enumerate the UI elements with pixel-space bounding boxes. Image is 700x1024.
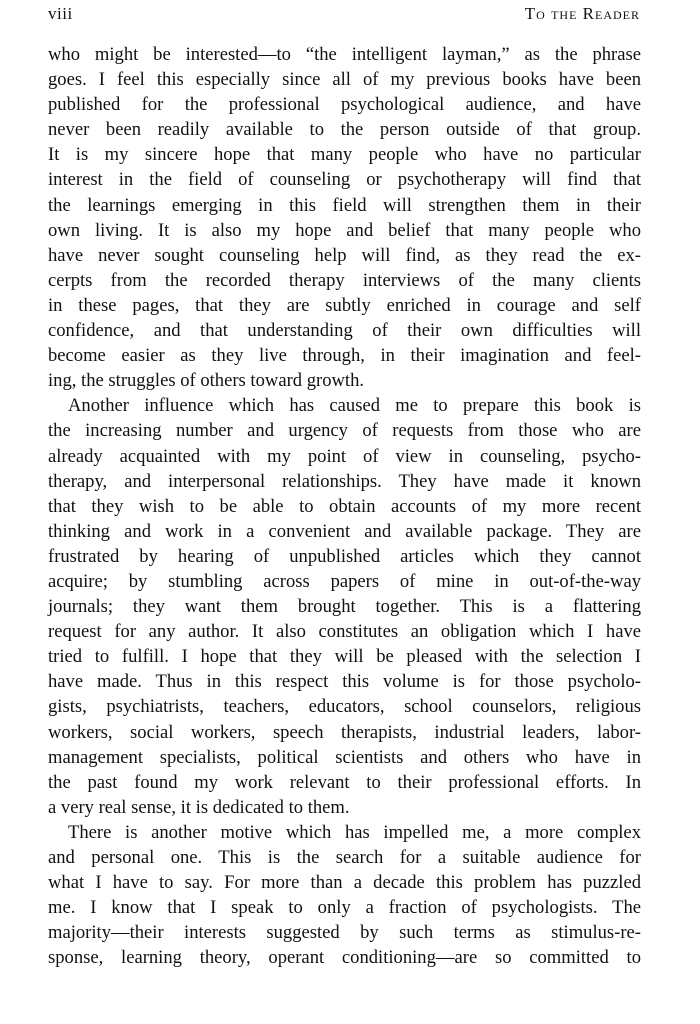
text-line: It is my sincere hope that many people who have no particular xyxy=(48,144,641,166)
text-line: gists, psychiatrists, teachers, educators, school counselors, religious xyxy=(48,696,641,718)
text-line: a very real sense, it is dedicated to them. xyxy=(48,796,350,818)
text-line: request for any author. It also constitutes an obligation which I have xyxy=(48,621,641,643)
text-line: own living. It is also my hope and belief that many people who xyxy=(48,219,641,241)
text-line: in these pages, that they are subtly enriched in courage and self xyxy=(48,294,641,316)
paragraph xyxy=(48,42,641,393)
text-line: therapy, and interpersonal relationships. They have made it known xyxy=(48,470,641,492)
page-number: viii xyxy=(48,4,73,23)
text-line: become easier as they live through, in their imagination and feel- xyxy=(48,345,641,367)
text-line: management specialists, political scientists and others who have in xyxy=(48,746,641,768)
text-line: have never sought counseling help will find, as they read the ex- xyxy=(48,244,641,266)
text-line: me. I know that I speak to only a fraction of psychologists. The xyxy=(48,897,641,919)
text-line: the past found my work relevant to their professional efforts. In xyxy=(48,771,641,793)
text-line: published for the professional psychological audience, and have xyxy=(48,94,641,116)
text-line: what I have to say. For more than a decade this problem has puzzled xyxy=(48,872,641,894)
text-line: acquire; by stumbling across papers of mine in out-of-the-way xyxy=(48,570,641,592)
text-line: cerpts from the recorded therapy interviews of the many clients xyxy=(48,269,641,291)
text-line: sponse, learning theory, operant conditioning—are so committed to xyxy=(48,947,641,969)
text-line: tried to fulfill. I hope that they will be pleased with the selection I xyxy=(48,646,641,668)
running-head xyxy=(48,4,640,28)
paragraph xyxy=(48,393,641,820)
text-line: workers, social workers, speech therapists, industrial leaders, labor- xyxy=(48,721,641,743)
text-line: have made. Thus in this respect this volume is for those psycholo- xyxy=(48,671,641,693)
text-line: and personal one. This is the search for a suitable audience for xyxy=(48,847,641,868)
text-line: who might be interested—to “the intelligent layman,” as the phrase xyxy=(48,44,641,65)
text-line: the increasing number and urgency of requests from those who are xyxy=(48,420,641,442)
text-line: the learnings emerging in this field will strengthen them in their xyxy=(48,194,641,216)
text-line: There is another motive which has impelled me, a more complex xyxy=(68,821,641,843)
text-line: interest in the field of counseling or psychotherapy will find that xyxy=(48,169,641,191)
text-line: already acquainted with my point of view in counseling, psycho- xyxy=(48,445,641,467)
text-line: that they wish to be able to obtain accounts of my more recent xyxy=(48,495,641,517)
text-line: ing, the struggles of others toward growth. xyxy=(48,370,365,392)
text-line: never been readily available to the person outside of that group. xyxy=(48,119,641,141)
text-line: goes. I feel this especially since all of my previous books have been xyxy=(48,69,641,91)
text-line: thinking and work in a convenient and available package. They are xyxy=(48,520,641,542)
text-line: frustrated by hearing of unpublished articles which they cannot xyxy=(48,545,641,567)
body-text xyxy=(48,42,641,970)
text-line: journals; they want them brought together. This is a flattering xyxy=(48,596,641,618)
text-line: majority—their interests suggested by such terms as stimulus-re- xyxy=(48,922,641,944)
paragraph xyxy=(48,820,641,971)
text-line: Another influence which has caused me to prepare this book is xyxy=(68,395,641,417)
running-head-title: To the Reader xyxy=(524,4,640,23)
text-line: confidence, and that understanding of their own difficulties will xyxy=(48,320,641,342)
